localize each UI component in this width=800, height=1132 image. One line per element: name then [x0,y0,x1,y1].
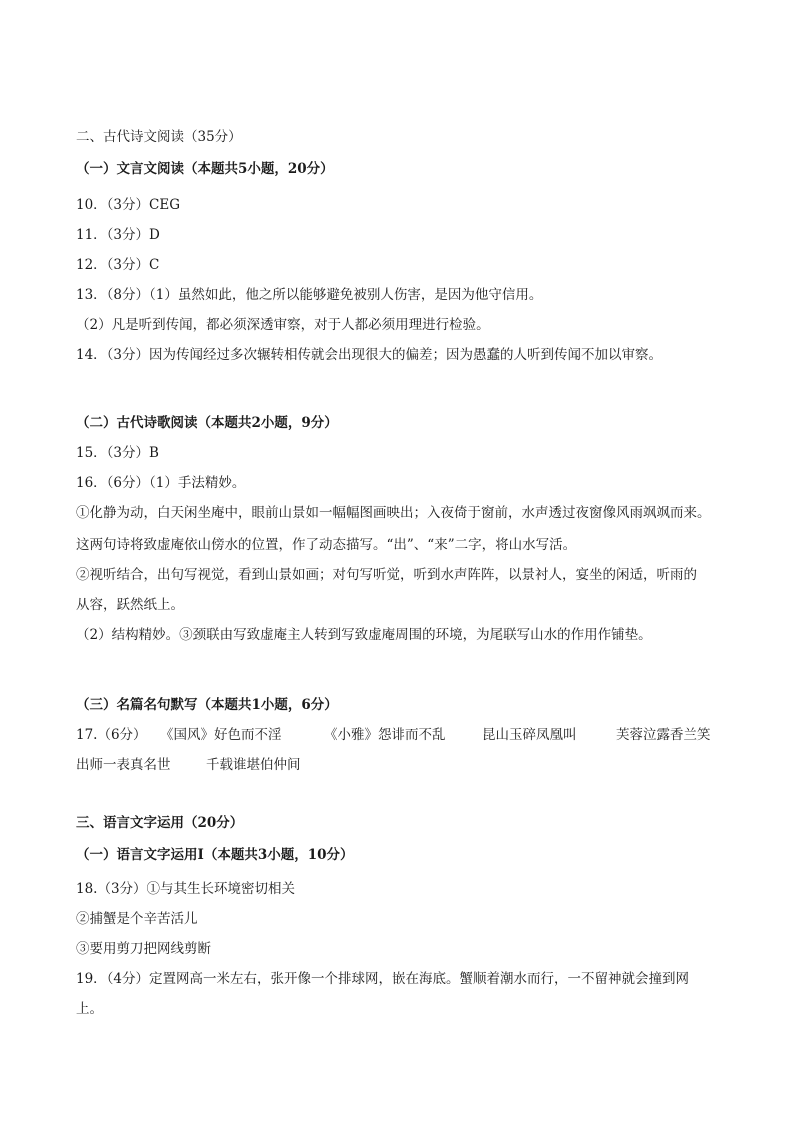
poem-line: 昆山玉碎凤凰叫 [482,727,577,743]
answer-19-line-1: 19．（4分）定置网高一米左右，张开像一个排球网，嵌在海底。蟹顺着潮水而行，一不留神就会撞到网 [76,971,690,987]
answer-19-line-2: 上。 [76,1001,103,1017]
subsection-classical-poetry-heading: （二）古代诗歌阅读（本题共2小题，9分） [76,415,338,431]
answer-13-part-1: 13．（8分）（1）虽然如此，他之所以能够避免被别人伤害，是因为他守信用。 [76,287,543,303]
poem-line: 芙蓉泣露香兰笑 [616,727,711,743]
answer-18-line-3: ③要用剪刀把网线剪断 [76,941,211,957]
answer-17-row-2 [76,756,736,774]
answer-16-line-4: ②视听结合，出句写视觉，看到山景如画；对句写听觉，听到水声阵阵，以景衬人，宴坐的闲适，听雨的 [76,567,697,583]
answer-14: 14．（3分）因为传闻经过多次辗转相传就会出现很大的偏差；因为愚蠢的人听到传闻不加以审察。 [76,347,663,363]
subsection-classical-prose-heading: （一）文言文阅读（本题共5小题，20分） [76,161,334,177]
answer-17-row-1 [76,726,736,744]
poem-line: 《小雅》怨诽而不乱 [324,727,446,743]
answer-16-line-6: （2）结构精妙。③颈联由写致虚庵主人转到写致虚庵周围的环境，为尾联写山水的作用作铺垫。 [76,627,652,643]
poem-line: 出师一表真名世 [76,757,171,773]
answer-16-line-3: 这两句诗将致虚庵依山傍水的位置，作了动态描写。“出”、“来”二字，将山水写活。 [76,537,577,553]
answer-16-line-1: 16．（6分）（1）手法精妙。 [76,475,246,491]
subsection-famous-lines-heading: （三）名篇名句默写（本题共1小题，6分） [76,697,338,713]
answer-18-line-2: ②捕蟹是个辛苦活儿 [76,911,198,927]
answer-15: 15．（3分）B [76,445,159,461]
answer-12: 12．（3分）C [76,257,160,273]
answer-10: 10．（3分）CEG [76,197,180,213]
answer-16-line-2: ①化静为动，白天闲坐庵中，眼前山景如一幅幅图画映出；入夜倚于窗前，水声透过夜窗像风雨飒飒而来。 [76,505,711,521]
poem-line: 《国风》好色而不淫 [160,727,282,743]
section-2-heading: 二、古代诗文阅读（35分） [76,129,242,145]
answer-13-part-2: （2）凡是听到传闻，都必须深透审察，对于人都必须用理进行检验。 [76,317,490,333]
section-3-heading: 三、语言文字运用（20分） [76,815,244,831]
subsection-language-use-heading: （一）语言文字运用Ⅰ（本题共3小题，10分） [76,847,354,863]
answer-18-line-1: 18.（3分）①与其生长环境密切相关 [76,881,296,897]
answer-17-label: 17.（6分） [76,727,147,743]
poem-line: 千载谁堪伯仲间 [206,757,301,773]
answer-11: 11．（3分）D [76,227,160,243]
answer-16-line-5: 从容，跃然纸上。 [76,597,184,613]
